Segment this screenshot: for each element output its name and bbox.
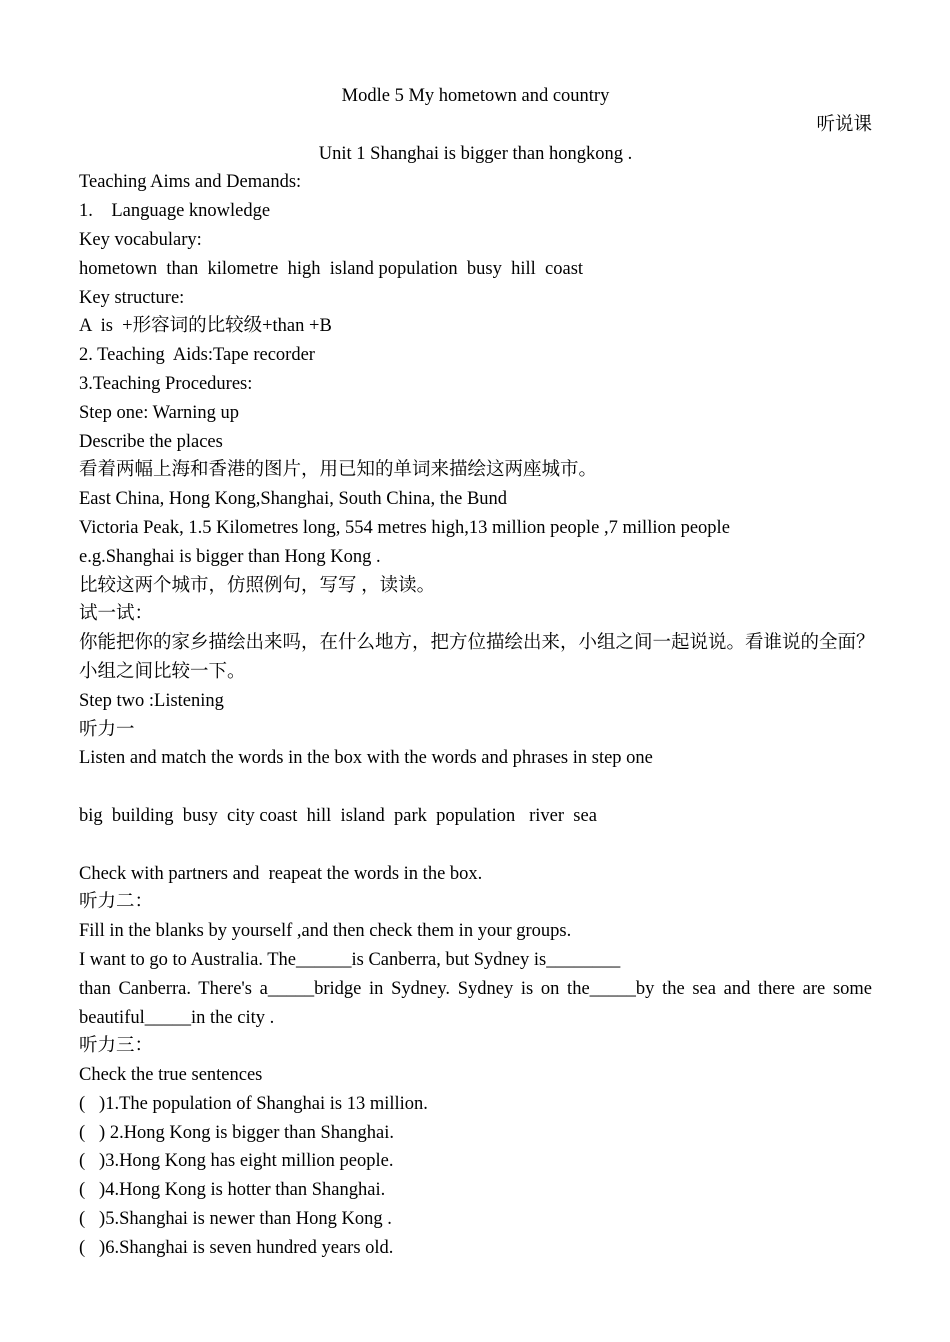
step-two-heading: Step two :Listening — [79, 690, 224, 711]
vocabulary-heading: Key vocabulary: — [79, 229, 202, 250]
document-page — [79, 82, 875, 1263]
cn-compare-instruction: 比较这两个城市，仿照例句，写写 ，读读。 — [79, 575, 436, 596]
places-list-2: Victoria Peak, 1.5 Kilometres long, 554 metres high,13 million people ,7 million people — [79, 517, 730, 538]
fill-instruction: Fill in the blanks by yourself ,and then check them in your groups. — [79, 921, 572, 942]
true-sentence-item: ( )1.The population of Shanghai is 13 million. — [79, 1093, 428, 1114]
check-true-heading: Check the true sentences — [79, 1065, 263, 1086]
spacer — [79, 773, 872, 802]
cn-look-instruction: 看着两幅上海和香港的图片，用已知的单词来描绘这两座城市。 — [79, 460, 598, 481]
fill-blank-line-1: I want to go to Australia. The______is Canberra, but Sydney is________ — [79, 949, 621, 970]
step-one-heading: Step one: Warning up — [79, 402, 240, 423]
true-sentence-item: ( )5.Shanghai is newer than Hong Kong . — [79, 1209, 392, 1230]
listening-2-heading: 听力二： — [79, 892, 154, 913]
document-title: Modle 5 My hometown and country — [341, 86, 610, 106]
true-sentence-item: ( )3.Hong Kong has eight million people. — [79, 1151, 394, 1172]
describe-places: Describe the places — [79, 431, 223, 452]
cn-hometown-instruction-2: 小组之间比较一下。 — [79, 661, 246, 682]
true-sentence-item: ( ) 2.Hong Kong is bigger than Shanghai. — [79, 1122, 394, 1143]
aims-heading: Teaching Aims and Demands: — [79, 172, 302, 193]
teaching-procedures: 3.Teaching Procedures: — [79, 373, 253, 394]
structure-text: A is +形容词的比较级+than +B — [79, 316, 332, 337]
check-partners: Check with partners and reapeat the words in the box. — [79, 863, 483, 884]
spacer — [79, 831, 872, 860]
example-sentence: e.g.Shanghai is bigger than Hong Kong . — [79, 546, 381, 567]
structure-heading: Key structure: — [79, 287, 185, 308]
vocabulary-words: hometown than kilometre high island population busy hill coast — [79, 258, 584, 279]
teaching-aids: 2. Teaching Aids:Tape recorder — [79, 345, 315, 366]
unit-title: Unit 1 Shanghai is bigger than hongkong . — [318, 143, 633, 164]
true-sentence-item: ( )4.Hong Kong is hotter than Shanghai. — [79, 1180, 386, 1201]
fill-blank-line-3: beautiful_____in the city . — [79, 1007, 275, 1028]
language-knowledge-heading: 1. Language knowledge — [79, 201, 271, 222]
listening-1-heading: 听力一 — [79, 719, 135, 740]
lesson-type: 听说课 — [816, 114, 872, 135]
cn-hometown-instruction-1: 你能把你的家乡描绘出来吗，在什么地方，把方位描绘出来，小组之间一起说说。看谁说的全面？ — [79, 633, 875, 654]
listening-1-instruction: Listen and match the words in the box with the words and phrases in step one — [79, 748, 653, 769]
fill-blank-line-2: than Canberra. There's a_____bridge in Sydney. Sydney is on the_____by the sea and there are some — [79, 978, 872, 999]
places-list-1: East China, Hong Kong,Shanghai, South China, the Bund — [79, 489, 508, 510]
cn-try-heading: 试一试： — [79, 604, 154, 625]
box-words: big building busy city coast hill island park population river sea — [79, 805, 597, 826]
true-sentence-item: ( )6.Shanghai is seven hundred years old. — [79, 1237, 394, 1258]
listening-3-heading: 听力三： — [79, 1036, 154, 1057]
